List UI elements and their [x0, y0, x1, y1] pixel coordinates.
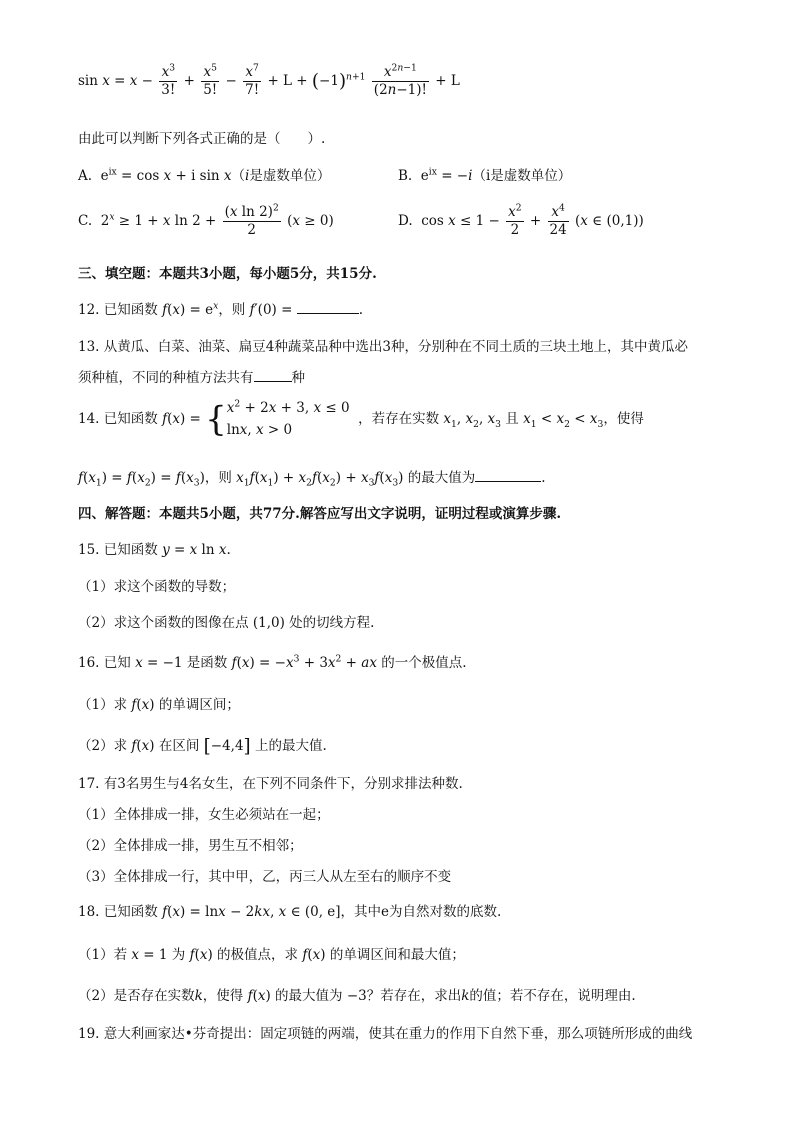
- q11-option-c[interactable]: C. $2^x \ge 1 + x$ ln 2 + $\frac{(x \ln 2)^2}{2}$ (x ≥ 0): [78, 202, 334, 238]
- section3-heading: 三、填空题：本题共3小题，每小题5分，共15分.: [78, 266, 377, 282]
- q12-answer-blank[interactable]: [297, 302, 359, 314]
- q17: 17. 有3名男生与4名女生，在下列不同条件下，分别求排法种数.: [78, 776, 463, 792]
- taylor-sin-formula: sin x = x − $\frac{x^3}{3!}$ + $\frac{x^5}{5!}$ − $\frac{x^7}{7!}$ + $L + (-1)^{n+1}$ $\frac{x^{2n-1}}{(2n-1)!}$ + L: [78, 62, 460, 98]
- q18-part2: （2）是否存在实数k，使得 f(x) 的最大值为 −3？若存在，求出k的值；若不存在，说明理由.: [78, 988, 636, 1004]
- q14-answer-blank[interactable]: [475, 470, 541, 482]
- q12: 12. 已知函数 $f(x) = e^x$，则 f′(0) = .: [78, 300, 363, 318]
- q19: 19. 意大利画家达•芬奇提出：固定项链的两端，使其在重力的作用下自然下垂，那么项链所形成的曲线: [78, 1026, 693, 1042]
- section4-heading: 四、解答题：本题共5小题，共77分.解答应写出文字说明，证明过程或演算步骤.: [78, 506, 562, 522]
- q16-part1: （1）求 f(x) 的单调区间；: [78, 697, 240, 713]
- q17-part3: （3）全体排成一行，其中甲，乙，丙三人从左至右的顺序不变: [78, 869, 452, 885]
- q11-stem: 由此可以判断下列各式正确的是（ ）.: [78, 131, 326, 147]
- q17-part2: （2）全体排成一排，男生互不相邻；: [78, 838, 303, 854]
- q13-line1: 13. 从黄瓜、白菜、油菜、扁豆4种蔬菜品种中选出3种，分别种在不同土质的三块土地上，其中黄瓜必: [78, 339, 688, 355]
- q11-option-a[interactable]: A. $e^{ix} = \cos x + i$ sin x（i是虚数单位）: [78, 166, 331, 184]
- q15-part2: （2）求这个函数的图像在点 (1,0) 处的切线方程.: [78, 615, 375, 631]
- q11-option-b[interactable]: B. $e^{ix} = -i(i$是虚数单位）: [398, 166, 572, 184]
- q16: 16. 已知 x = −1 是函数 $f(x) = -x^3 + 3x^2$ + ax 的一个极值点.: [78, 653, 467, 671]
- q11-option-d[interactable]: D. cos x ≤ 1 − $\frac{x^2}{2}$ + $\frac{x^4}{24}$ (x ∈ (0,1)): [398, 202, 644, 238]
- q16-part2: （2）求 f(x) 在区间 [−4,4] 上的最大值.: [78, 736, 327, 757]
- q13-line2: 须种植，不同的种植方法共有 种: [78, 370, 305, 386]
- q18: 18. 已知函数 f(x) = lnx − 2kx, x ∈ (0, e]，其中e为自然对数的底数.: [78, 904, 502, 920]
- q14-line1: 14. 已知函数 f(x) = { $x^2 + 2x + 3$, x ≤ 0 lnx, x > 0 ，若存在实数 $x_1$, $x_2$, $x_3$ 且 $x_1 < x_2 < x_3$，使得: [78, 398, 644, 440]
- q15: 15. 已知函数 y = x ln x.: [78, 542, 231, 558]
- q14-line2: $f(x_1) = f(x_2) = f(x_3)$，则 $x_1f(x_1) + x_2f(x_2) + x_3f(x_3)$ 的最大值为 .: [78, 470, 546, 489]
- q17-part1: （1）全体排成一排，女生必须站在一起；: [78, 807, 330, 823]
- q15-part1: （1）求这个函数的导数；: [78, 579, 236, 595]
- q13-answer-blank[interactable]: [254, 370, 292, 382]
- q18-part1: （1）若 x = 1 为 f(x) 的极值点，求 f(x) 的单调区间和最大值；: [78, 947, 465, 963]
